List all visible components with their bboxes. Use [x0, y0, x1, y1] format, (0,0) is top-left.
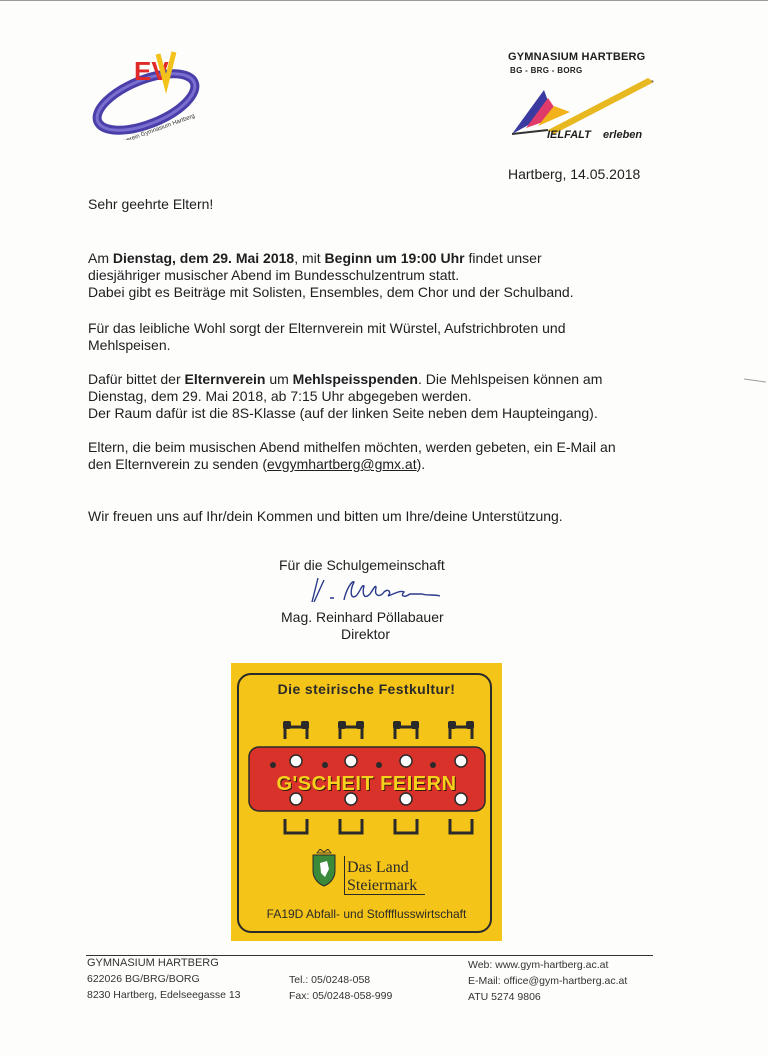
footer-address: 8230 Hartberg, Edelseegasse 13: [87, 989, 241, 1001]
footer-web[interactable]: Web: www.gym-hartberg.ac.at: [468, 959, 609, 971]
signatory-title: Direktor: [341, 626, 391, 642]
footer-web-block: [468, 957, 627, 1005]
handwritten-signature: [300, 572, 450, 610]
scan-edge: [0, 0, 768, 1]
footer-school-code: 622026 BG/BRG/BORG: [87, 973, 200, 985]
footer-phone-block: [289, 972, 392, 1004]
paragraph-donations: Dafür bittet der Elternverein um Mehlspeisspenden. Die Mehlspeisen können am Dienstag, dem 29. Mai 2018, ab 7:15 Uhr abgegeben werden. Der Raum dafür ist die 8S-Klasse (auf der linken Seite neben dem Haupteingang).: [88, 371, 603, 421]
svg-text:•: •: [651, 77, 654, 86]
school-name: GYMNASIUM HARTBERG: [508, 51, 646, 63]
svg-text:EV: EV: [134, 56, 169, 86]
school-types: BG - BRG - BORG: [510, 66, 583, 75]
slogan-vielfalt: IELFALT: [547, 129, 591, 141]
badge-headline: G'SCHEIT FEIERN: [276, 773, 457, 795]
scan-mark: [744, 378, 766, 382]
signatory-name: Mag. Reinhard Pöllabauer: [281, 609, 444, 625]
badge-department: FA19D Abfall- und Stoffflusswirtschaft: [266, 907, 467, 921]
land-text-line2: Steiermark: [347, 877, 418, 894]
elternverein-logo: [88, 40, 208, 140]
paragraph-helpers: Eltern, die beim musischen Abend mithelfen möchten, werden gebeten, ein E-Mail an den Elternverein zu senden (evgymhartberg@gmx.at).: [88, 439, 616, 472]
festkultur-badge: [231, 663, 502, 941]
salutation: Sehr geehrte Eltern!: [88, 196, 214, 212]
styrian-coat-of-arms: [311, 849, 337, 887]
land-text-line1: Das Land: [347, 859, 409, 876]
footer-tel: Tel.: 05/0248-058: [289, 974, 371, 986]
paragraph-event: Am Dienstag, dem 29. Mai 2018, mit Beginn um 19:00 Uhr findet unser diesjähriger musischer Abend im Bundesschulzentrum statt. Dabei gibt es Beiträge mit Solisten, Ensembles, dem Chor und der Schulband.: [88, 250, 574, 300]
footer-fax: Fax: 05/0248-058-999: [289, 990, 393, 1002]
closing-intro: Für die Schulgemeinschaft: [279, 557, 445, 573]
svg-text:Elternverein Gymnasium Hartber: Elternverein Gymnasium Hartberg: [108, 113, 196, 140]
paragraph-catering: Für das leibliche Wohl sorgt der Elternverein mit Würstel, Aufstrichbroten und Mehlspeisen.: [88, 320, 566, 353]
footer-email[interactable]: E-Mail: office@gym-hartberg.ac.at: [468, 975, 628, 987]
badge-title: Die steirische Festkultur!: [277, 681, 456, 697]
footer-atu: ATU 5274 9806: [468, 991, 541, 1003]
paragraph-thanks: Wir freuen uns auf Ihr/dein Kommen und bitten um Ihre/deine Unterstützung.: [88, 508, 563, 524]
footer-address-block: [87, 955, 241, 1003]
slogan-erleben: erleben: [603, 129, 643, 141]
footer-school-name: GYMNASIUM HARTBERG: [87, 957, 219, 969]
letter-date: Hartberg, 14.05.2018: [508, 166, 641, 182]
email-link[interactable]: evgymhartberg@gmx.at: [267, 456, 417, 472]
